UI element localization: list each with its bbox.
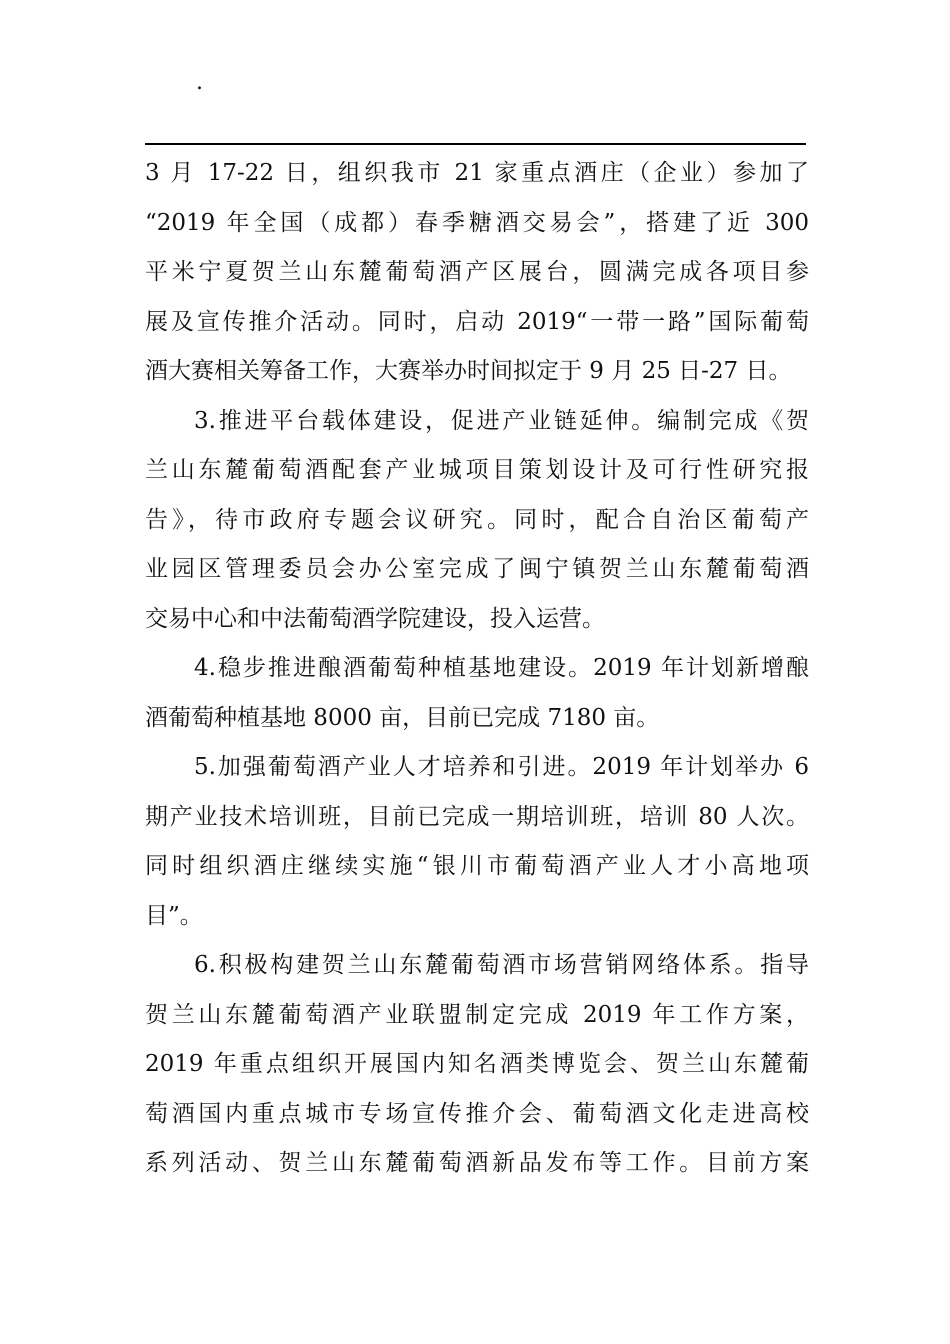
paragraph-3-heading-line: 3.推进平台载体建设，促进产业链延伸。编制完成《贺 xyxy=(194,407,809,434)
text-line: 3 月 17-22 日，组织我市 21 家重点酒庄（企业）参加了 xyxy=(145,160,809,186)
paragraph-5-heading-line: 5.加强葡萄酒产业人才培养和引进。2019 年计划举办 6 xyxy=(194,754,809,780)
text-line: 2019 年重点组织开展国内知名酒类博览会、贺兰山东麓葡 xyxy=(145,1051,809,1077)
paragraph-4-heading-line: 4.稳步推进酿酒葡萄种植基地建设。2019 年计划新增酿 xyxy=(194,655,809,681)
text-line: 交易中心和中法葡萄酒学院建设，投入运营。 xyxy=(145,605,605,632)
text-line: 展及宣传推介活动。同时，启动 2019“一带一路”国际葡萄 xyxy=(145,308,809,335)
text-line: 萄酒国内重点城市专场宣传推介会、葡萄酒文化走进高校 xyxy=(145,1100,809,1127)
text-line: 业园区管理委员会办公室完成了闽宁镇贺兰山东麓葡萄酒 xyxy=(145,556,809,582)
text-line: 同时组织酒庄继续实施“银川市葡萄酒产业人才小高地项 xyxy=(145,853,809,879)
text-line: 酒大赛相关筹备工作，大赛举办时间拟定于 9 月 25 日-27 日。 xyxy=(145,358,792,384)
text-line: “2019 年全国（成都）春季糖酒交易会”，搭建了近 300 xyxy=(145,209,809,236)
document-body xyxy=(145,152,809,1192)
header-divider xyxy=(145,143,806,145)
paragraph-6-heading-line: 6.积极构建贺兰山东麓葡萄酒市场营销网络体系。指导 xyxy=(194,952,809,978)
text-line: 贺兰山东麓葡萄酒产业联盟制定完成 2019 年工作方案， xyxy=(145,1001,809,1028)
text-line: 酒葡萄种植基地 8000 亩，目前已完成 7180 亩。 xyxy=(145,704,660,731)
text-line: 兰山东麓葡萄酒配套产业城项目策划设计及可行性研究报 xyxy=(145,457,809,483)
text-line: 系列活动、贺兰山东麓葡萄酒新品发布等工作。目前方案 xyxy=(145,1150,809,1176)
text-line: 期产业技术培训班，目前已完成一期培训班，培训 80 人次。 xyxy=(145,803,809,830)
text-line: 告》，待市政府专题会议研究。同时，配合自治区葡萄产 xyxy=(145,506,809,533)
header-mark: . xyxy=(196,70,203,95)
text-line: 目”。 xyxy=(145,902,203,929)
text-line: 平米宁夏贺兰山东麓葡萄酒产区展台，圆满完成各项目参 xyxy=(145,259,809,285)
